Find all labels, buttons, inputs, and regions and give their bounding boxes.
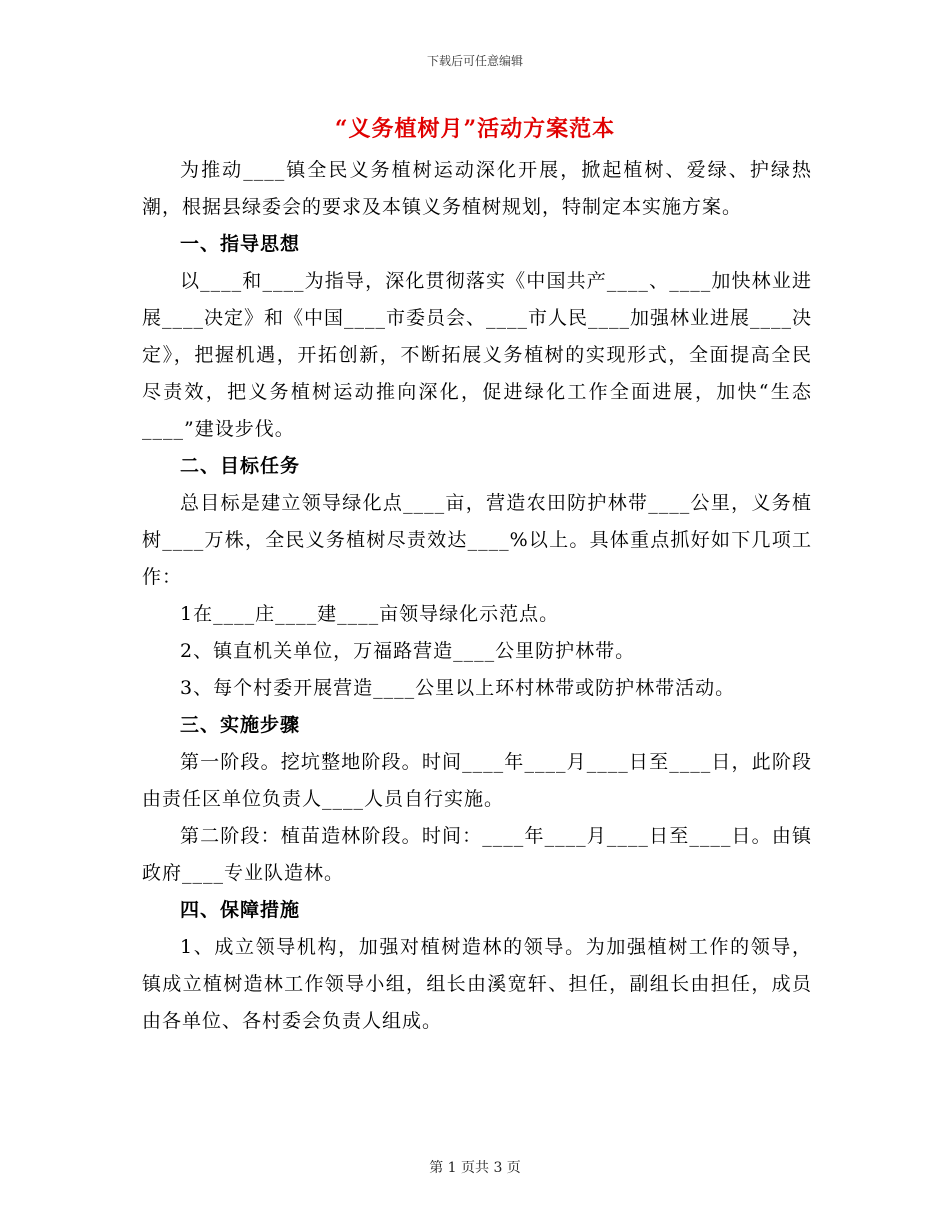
targets-item-2: 2、镇直机关单位，万福路营造____公里防护林带。: [180, 640, 636, 662]
page-footer: 第 1 页共 3 页: [429, 1160, 521, 1176]
section-heading-measures: 四、保障措施: [180, 899, 301, 921]
section-heading-targets: 二、目标任务: [180, 455, 301, 477]
targets-item-1: 1在____庄____建____亩领导绿化示范点。: [180, 603, 560, 625]
measures-item-1: 1、成立领导机构，加强对植树造林的领导。为加强植树工作的领导，镇成立植树造林工作领导小组，组长由溪宽轩、担任，副组长由担任，成员由各单位、各村委会负责人组成。: [142, 936, 812, 1032]
section-heading-steps: 三、实施步骤: [180, 714, 301, 736]
guiding-ideology-paragraph: 以____和____为指导，深化贯彻落实《中国共产____、____加快林业进展____决定》和《中国____市委员会、____市人民____加强林业进展____决定》，把握机遇，开拓创新，不断拓展义务植树的实现形式，全面提高全民尽责效，把义务植树运动推向深化，促进绿化工作全面进展，加快“生态____”建设步伐。: [142, 270, 813, 440]
document-body: [142, 152, 812, 1040]
section-heading-guiding-ideology: 一、指导思想: [180, 233, 301, 255]
intro-paragraph: 为推动____镇全民义务植树运动深化开展，掀起植树、爱绿、护绿热潮，根据县绿委会的要求及本镇义务植树规划，特制定本实施方案。: [142, 159, 812, 218]
targets-paragraph: 总目标是建立领导绿化点____亩，营造农田防护林带____公里，义务植树____万株，全民义务植树尽责效达____%以上。具体重点抓好如下几项工作：: [142, 492, 812, 588]
targets-item-3: 3、每个村委开展营造____公里以上环村林带或防护林带活动。: [180, 677, 736, 699]
document-title: “义务植树月”活动方案范本: [334, 116, 616, 142]
steps-stage-1: 第一阶段。挖坑整地阶段。时间____年____月____日至____日，此阶段由责任区单位负责人____人员自行实施。: [142, 751, 812, 810]
header-note: 下载后可任意编辑: [426, 54, 523, 68]
steps-stage-2: 第二阶段：植苗造林阶段。时间：____年____月____日至____日。由镇政府____专业队造林。: [142, 825, 812, 884]
